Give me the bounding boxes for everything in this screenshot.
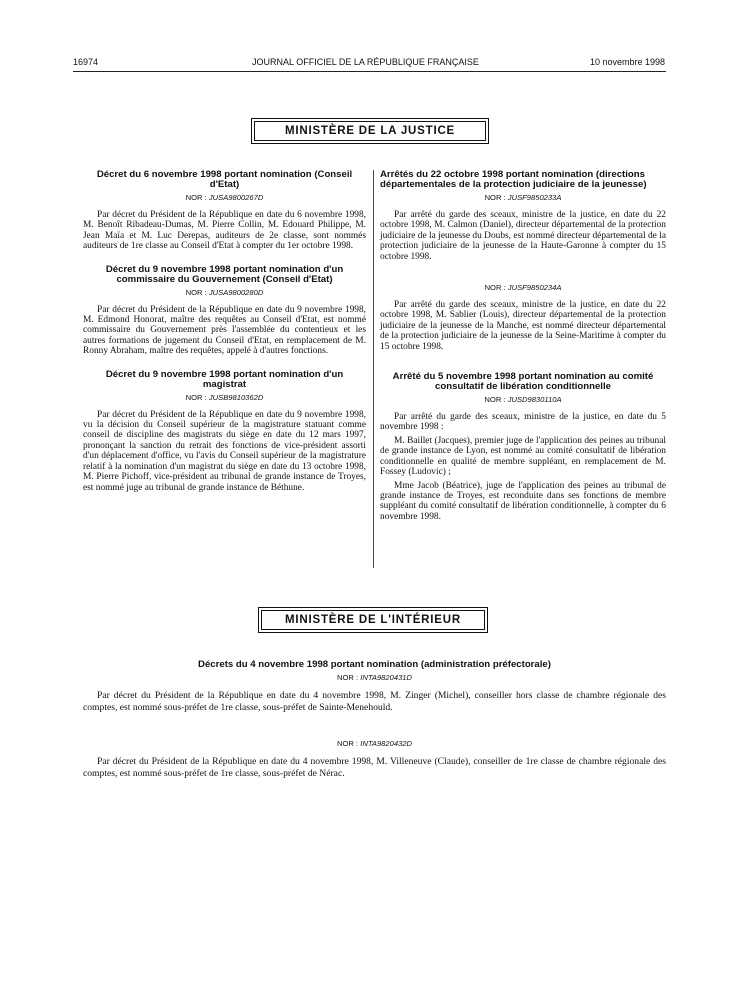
nor-reference bbox=[83, 288, 366, 297]
article-paragraph: Par arrêté du garde des sceaux, ministre de la justice, en date du 5 novembre 1998 : bbox=[380, 412, 666, 433]
nor-reference bbox=[83, 193, 366, 202]
article-title: Décrets du 4 novembre 1998 portant nomination (administration préfectorale) bbox=[198, 659, 551, 670]
article bbox=[380, 283, 666, 352]
article bbox=[83, 170, 366, 252]
nor-code: JUSA9800280D bbox=[208, 287, 264, 297]
justice-right-column bbox=[380, 170, 666, 522]
article-title: Décret du 9 novembre 1998 portant nomination d'un commissaire du Gouvernement (Conseil d'Etat) bbox=[105, 263, 344, 285]
header-rule bbox=[73, 71, 666, 72]
nor-reference bbox=[83, 393, 366, 402]
ministry-interieur-label: MINISTÈRE DE L'INTÉRIEUR bbox=[285, 614, 461, 626]
interieur-section bbox=[83, 660, 666, 780]
article bbox=[380, 372, 666, 522]
article-paragraph: M. Baillet (Jacques), premier juge de l'application des peines au tribunal de grande instance de Lyon, est nommé au comité consultatif de libération conditionnelle en qualité de membre suppléant, en remplacement de M. Fossey (Ludovic) ; bbox=[380, 435, 666, 478]
nor-code: JUSA9800267D bbox=[208, 193, 264, 202]
nor-label: NOR : bbox=[336, 739, 359, 748]
nor-code: JUSB9810362D bbox=[208, 392, 264, 402]
article-paragraph: Par arrêté du garde des sceaux, ministre de la justice, en date du 22 octobre 1998, M. Sablier (Louis), directeur départemental de la protection judiciaire de la jeunesse de la Manche, est nommé directeur départemental de la protection judiciaire de la jeunesse de la Seine-Maritime à compter du 15 octobre 1998. bbox=[380, 300, 666, 352]
article bbox=[83, 265, 366, 357]
article-title: Décret du 9 novembre 1998 portant nomination d'un magistrat bbox=[105, 368, 344, 390]
article-title: Arrêté du 5 novembre 1998 portant nomination au comité consultatif de libération conditionnelle bbox=[392, 371, 654, 393]
article-paragraph: Par arrêté du garde des sceaux, ministre de la justice, en date du 22 octobre 1998, M. Calmon (Daniel), directeur départemental de la protection judiciaire de la jeunesse du Doubs, est nommé directeur départemental de la protection judiciaire de la jeunesse de la Haute-Garonne à compter du 15 octobre 1998. bbox=[380, 210, 666, 262]
nor-label: NOR : bbox=[185, 193, 207, 202]
article bbox=[83, 370, 366, 493]
nor-reference bbox=[83, 673, 666, 682]
nor-reference bbox=[380, 193, 666, 202]
column-separator bbox=[373, 170, 374, 568]
article-paragraph: Par décret du Président de la République en date du 6 novembre 1998, M. Benoît Ribadeau-Dumas, M. Pierre Collin, M. Edouard Philippe, M. Jean Maïa et M. Luc Derepas, auditeurs de 2e classe, sont nommés auditeurs de 1re classe au Conseil d'Etat à compter du 1er octobre 1998. bbox=[83, 210, 366, 252]
nor-code: JUSD9830110A bbox=[507, 395, 562, 405]
nor-code: INTA9820432D bbox=[360, 739, 412, 748]
justice-left-column bbox=[83, 170, 366, 493]
nor-label: NOR : bbox=[484, 395, 506, 405]
article-paragraph: Par décret du Président de la République en date du 4 novembre 1998, M. Villeneuve (Claude), conseiller de 1re classe de chambre régionale des comptes, est nommé sous-préfet de 1re classe, sous-préfet de Nérac. bbox=[83, 756, 666, 779]
nor-code: JUSF9850234A bbox=[507, 283, 562, 293]
nor-reference bbox=[380, 283, 666, 292]
nor-label: NOR : bbox=[484, 193, 506, 202]
nor-code: INTA9820431D bbox=[360, 673, 412, 682]
nor-code: JUSF9850233A bbox=[507, 193, 562, 202]
ministry-interieur-heading bbox=[258, 607, 488, 633]
article-paragraph: Mme Jacob (Béatrice), juge de l'application des peines au tribunal de grande instance de Troyes, est reconduite dans ses fonctions de membre suppléant du comité consultatif de libération conditionnelle, à compter du 6 novembre 1998. bbox=[380, 480, 666, 522]
page-number: 16974 bbox=[73, 57, 99, 67]
nor-label: NOR : bbox=[336, 673, 359, 682]
article-title: Arrêtés du 22 octobre 1998 portant nomination (directions départementales de la protection judiciaire de la jeunesse) bbox=[380, 169, 647, 190]
nor-reference bbox=[83, 739, 666, 748]
ministry-justice-heading bbox=[251, 118, 489, 144]
article-paragraph: Par décret du Président de la République en date du 4 novembre 1998, M. Zinger (Michel), conseiller hors classe de chambre régionale des comptes, est nommé sous-préfet de 1re classe, sous-préfet de Sainte-Menehould. bbox=[83, 690, 666, 713]
article-title: Décret du 6 novembre 1998 portant nomination (Conseil d'Etat) bbox=[96, 169, 353, 190]
article-paragraph: Par décret du Président de la République en date du 9 novembre 1998, M. Edmond Honorat, maître des requêtes au Conseil d'Etat, est nommé commissaire du Gouvernement près l'assemblée du contentieux et les autres formations de jugement du Conseil d'Etat, en remplacement de M. Ronny Abraham, maître des requêtes, appelé à d'autres fonctions. bbox=[83, 304, 366, 357]
nor-label: NOR : bbox=[484, 283, 506, 293]
nor-reference bbox=[380, 395, 666, 404]
nor-label: NOR : bbox=[185, 392, 207, 402]
issue-date: 10 novembre 1998 bbox=[589, 57, 665, 67]
journal-title: JOURNAL OFFICIEL DE LA RÉPUBLIQUE FRANÇAISE bbox=[252, 57, 479, 67]
ministry-justice-label: MINISTÈRE DE LA JUSTICE bbox=[284, 125, 456, 137]
article bbox=[380, 170, 666, 262]
article-paragraph: Par décret du Président de la République en date du 9 novembre 1998, vu la décision du Conseil supérieur de la magistrature statuant comme conseil de discipline des magistrats du siège en date du 12 mars 1997, prononçant la sanction du retrait des fonctions de vice-président assorti d'un déplacement d'office, vu l'avis du Conseil supérieur de la magistrature relatif à la nomination d'un magistrat du siège en date du 13 octobre 1998, M. Pierre Pichoff, vice-président au tribunal de grande instance de Troyes, est nommé juge au tribunal de grande instance de Béthune. bbox=[83, 409, 366, 493]
nor-label: NOR : bbox=[185, 287, 207, 297]
